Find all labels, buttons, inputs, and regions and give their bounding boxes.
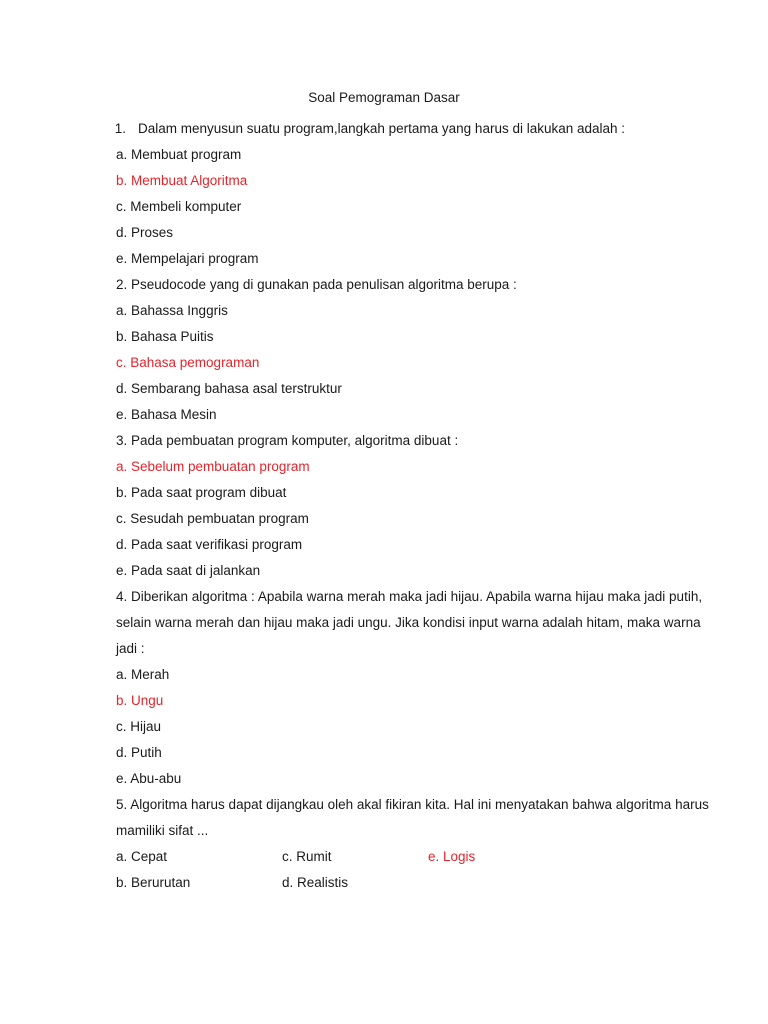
q2-option-e: e. Bahasa Mesin <box>116 407 217 422</box>
q1-option-e: e. Mempelajari program <box>116 251 259 266</box>
question-4-text-line-2: selain warna merah dan hijau maka jadi ungu. Jika kondisi input warna adalah hitam, maka warna <box>116 615 701 630</box>
q5-options-row-1 <box>116 844 716 870</box>
question-5-text-line-1: 5. Algoritma harus dapat dijangkau oleh akal fikiran kita. Hal ini menyatakan bahwa algoritma harus <box>116 797 709 812</box>
q2-option-c-answer: c. Bahasa pemograman <box>116 355 260 370</box>
q5-option-c: c. Rumit <box>282 849 332 864</box>
q3-option-a-answer: a. Sebelum pembuatan program <box>116 459 310 474</box>
q5-option-e-answer: e. Logis <box>428 849 476 864</box>
question-3-text: 3. Pada pembuatan program komputer, algoritma dibuat : <box>116 433 459 448</box>
q2-option-b: b. Bahasa Puitis <box>116 329 214 344</box>
question-1-text: Dalam menyusun suatu program,langkah pertama yang harus di lakukan adalah : <box>138 121 626 136</box>
question-1 <box>105 116 716 142</box>
q4-option-a: a. Merah <box>116 667 170 682</box>
document-title: Soal Pemograman Dasar <box>308 90 460 105</box>
q2-option-a: a. Bahassa Inggris <box>116 303 228 318</box>
q4-option-b-answer: b. Ungu <box>116 693 164 708</box>
question-4-text-line-1: 4. Diberikan algoritma : Apabila warna merah maka jadi hijau. Apabila warna hijau maka jadi putih, <box>116 589 703 604</box>
q1-option-d: d. Proses <box>116 225 174 240</box>
q5-option-d: d. Realistis <box>282 875 349 890</box>
q3-option-d: d. Pada saat verifikasi program <box>116 537 303 552</box>
q3-option-e: e. Pada saat di jalankan <box>116 563 261 578</box>
q4-option-e: e. Abu-abu <box>116 771 182 786</box>
question-2-text: 2. Pseudocode yang di gunakan pada penulisan algoritma berupa : <box>116 277 517 292</box>
q5-option-b: b. Berurutan <box>116 875 191 890</box>
q1-option-a: a. Membuat program <box>116 147 242 162</box>
q1-option-c: c. Membeli komputer <box>116 199 242 214</box>
q3-option-c: c. Sesudah pembuatan program <box>116 511 309 526</box>
q3-option-b: b. Pada saat program dibuat <box>116 485 287 500</box>
q5-options-row-2 <box>116 870 716 896</box>
q4-option-c: c. Hijau <box>116 719 162 734</box>
q2-option-d: d. Sembarang bahasa asal terstruktur <box>116 381 342 396</box>
q1-option-b-answer: b. Membuat Algoritma <box>116 173 248 188</box>
question-5-text-line-2: mamiliki sifat ... <box>116 823 209 838</box>
q4-option-d: d. Putih <box>116 745 162 760</box>
question-4-text-line-3: jadi : <box>116 641 145 656</box>
question-1-number: 1. <box>114 121 126 136</box>
q5-option-a: a. Cepat <box>116 849 168 864</box>
document-content <box>116 116 716 896</box>
